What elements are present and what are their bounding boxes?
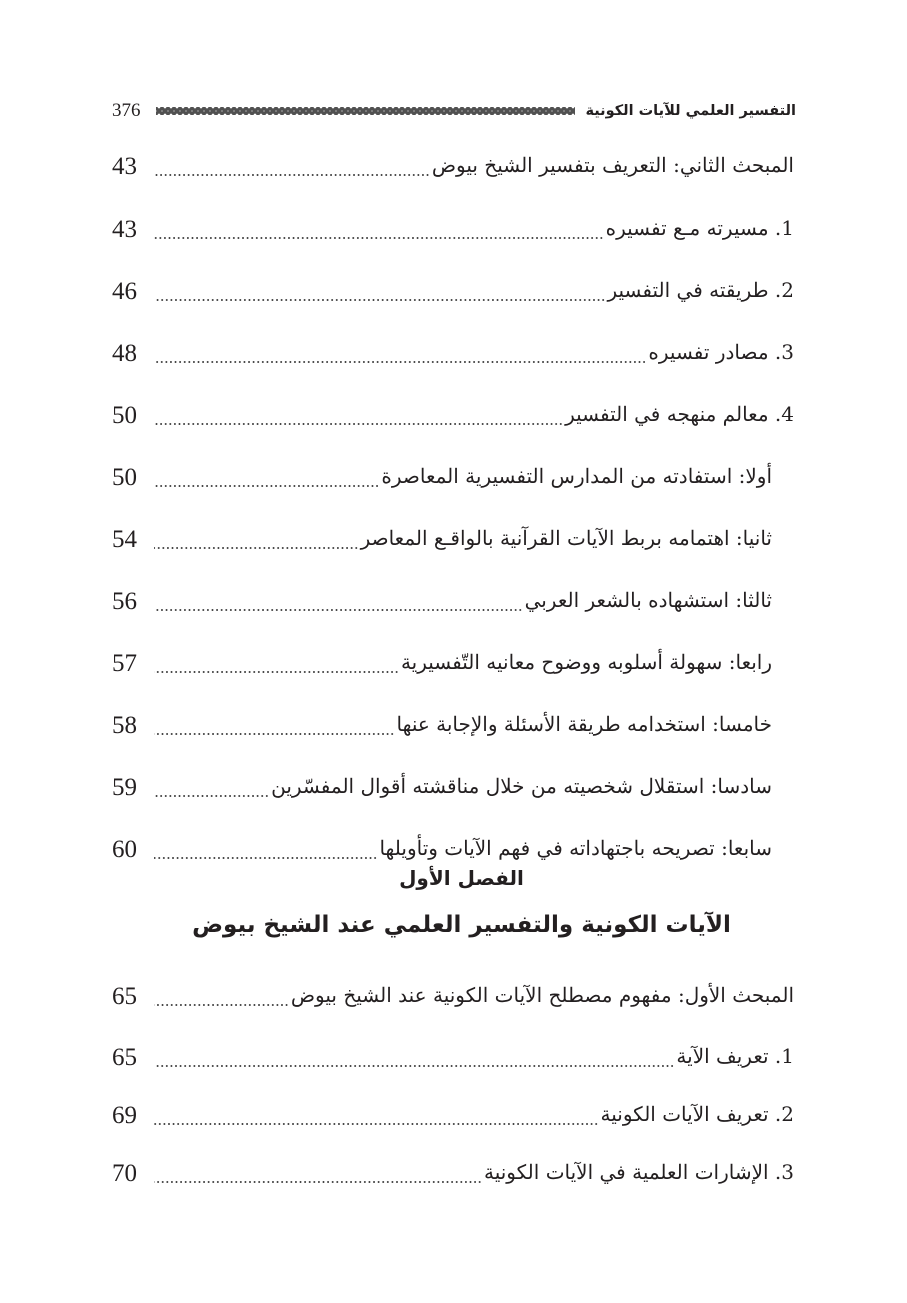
toc-subentry[interactable] <box>112 453 772 493</box>
dot-leader <box>154 1004 289 1006</box>
dot-leader <box>154 1181 482 1183</box>
toc-page-number: 50 <box>112 402 137 429</box>
toc-page-number: 43 <box>112 153 137 180</box>
dot-leader <box>154 485 379 487</box>
toc-page-number: 43 <box>112 216 137 243</box>
toc-entry-section[interactable] <box>112 972 794 1012</box>
dot-leader <box>154 237 604 239</box>
toc-entry-title: 1. مسيرته مـع تفسيره <box>605 216 794 240</box>
toc-entry-title: سادسا: استقلال شخصيته من خلال مناقشته أقوال المفسّرين <box>271 774 772 798</box>
toc-page-number: 50 <box>112 464 137 491</box>
toc-page-number: 57 <box>112 650 137 677</box>
toc-entry[interactable] <box>112 267 794 307</box>
running-title: التفسير العلمي للآيات الكونية <box>585 103 796 119</box>
toc-subentry[interactable] <box>112 825 772 865</box>
dot-leader <box>154 174 430 176</box>
toc-page-number: 46 <box>112 278 137 305</box>
toc-entry-title: ثانيا: اهتمامه بربط الآيات القرآنية بالواقـع المعاصر <box>360 526 772 550</box>
toc-entry-title: ثالثا: استشهاده بالشعر العربي <box>524 588 772 612</box>
toc-page-number: 54 <box>112 526 137 553</box>
dot-leader <box>154 1123 599 1125</box>
toc-subentry[interactable] <box>112 577 772 617</box>
dot-leader <box>154 733 395 735</box>
toc-entry-title: 4. معالم منهجه في التفسير <box>565 402 794 426</box>
running-header <box>112 96 796 126</box>
toc-page-number: 70 <box>112 1160 137 1187</box>
toc-page-number: 48 <box>112 340 137 367</box>
toc-subentry[interactable] <box>112 763 772 803</box>
toc-entry-title: أولا: استفادته من المدارس التفسيرية المعاصرة <box>381 464 772 488</box>
toc-subentry[interactable] <box>112 515 772 555</box>
toc-entry-title: رابعا: سهولة أسلوبه ووضوح معانيه التّفسيرية <box>400 650 772 674</box>
toc-page-number: 60 <box>112 836 137 863</box>
dot-leader <box>154 795 269 797</box>
toc-page-number: 58 <box>112 712 137 739</box>
toc-page-number: 69 <box>112 1102 137 1129</box>
toc-entry[interactable] <box>112 1033 794 1073</box>
chapter-title: الآيات الكونية والتفسير العلمي عند الشيخ بيوض <box>192 912 731 938</box>
toc-entry-title: 3. الإشارات العلمية في الآيات الكونية <box>483 1160 794 1184</box>
toc-subentry[interactable] <box>112 639 772 679</box>
toc-page-number: 59 <box>112 774 137 801</box>
dot-leader <box>154 857 377 859</box>
toc-entry[interactable] <box>112 329 794 369</box>
toc-entry[interactable] <box>112 1149 794 1189</box>
dot-leader <box>154 423 563 425</box>
toc-entry-title: خامسا: استخدامه طريقة الأسئلة والإجابة عنها <box>396 712 772 736</box>
toc-page-number: 56 <box>112 588 137 615</box>
toc-entry-title: 2. تعريف الآيات الكونية <box>600 1102 794 1126</box>
dot-leader <box>154 361 646 363</box>
dot-leader <box>154 299 605 301</box>
toc-entry-title: 1. تعريف الآية <box>676 1044 794 1068</box>
dot-leader <box>154 1065 674 1067</box>
dot-leader <box>154 671 399 673</box>
toc-subentry[interactable] <box>112 701 772 741</box>
toc-entry-title: المبحث الأول: مفهوم مصطلح الآيات الكونية عند الشيخ بيوض <box>290 983 794 1007</box>
dot-leader <box>154 547 359 549</box>
toc-entry-title: 2. طريقته في التفسير <box>607 278 794 302</box>
toc-entry-title: المبحث الثاني: التعريف بتفسير الشيخ بيوض <box>431 153 794 177</box>
toc-page-number: 65 <box>112 983 137 1010</box>
diamond-ornament-rule <box>156 107 575 115</box>
chapter-label: الفصل الأول <box>399 866 524 890</box>
toc-entry[interactable] <box>112 391 794 431</box>
toc-entry[interactable] <box>112 205 794 245</box>
toc-page-number: 65 <box>112 1044 137 1071</box>
toc-entry[interactable] <box>112 1091 794 1131</box>
toc-entry-title: 3. مصادر تفسيره <box>648 340 794 364</box>
toc-entry-title: سابعا: تصريحه باجتهاداته في فهم الآيات وتأويلها <box>379 836 772 860</box>
dot-leader <box>154 609 523 611</box>
header-page-number: 376 <box>112 100 141 121</box>
toc-entry-section[interactable] <box>112 142 794 182</box>
